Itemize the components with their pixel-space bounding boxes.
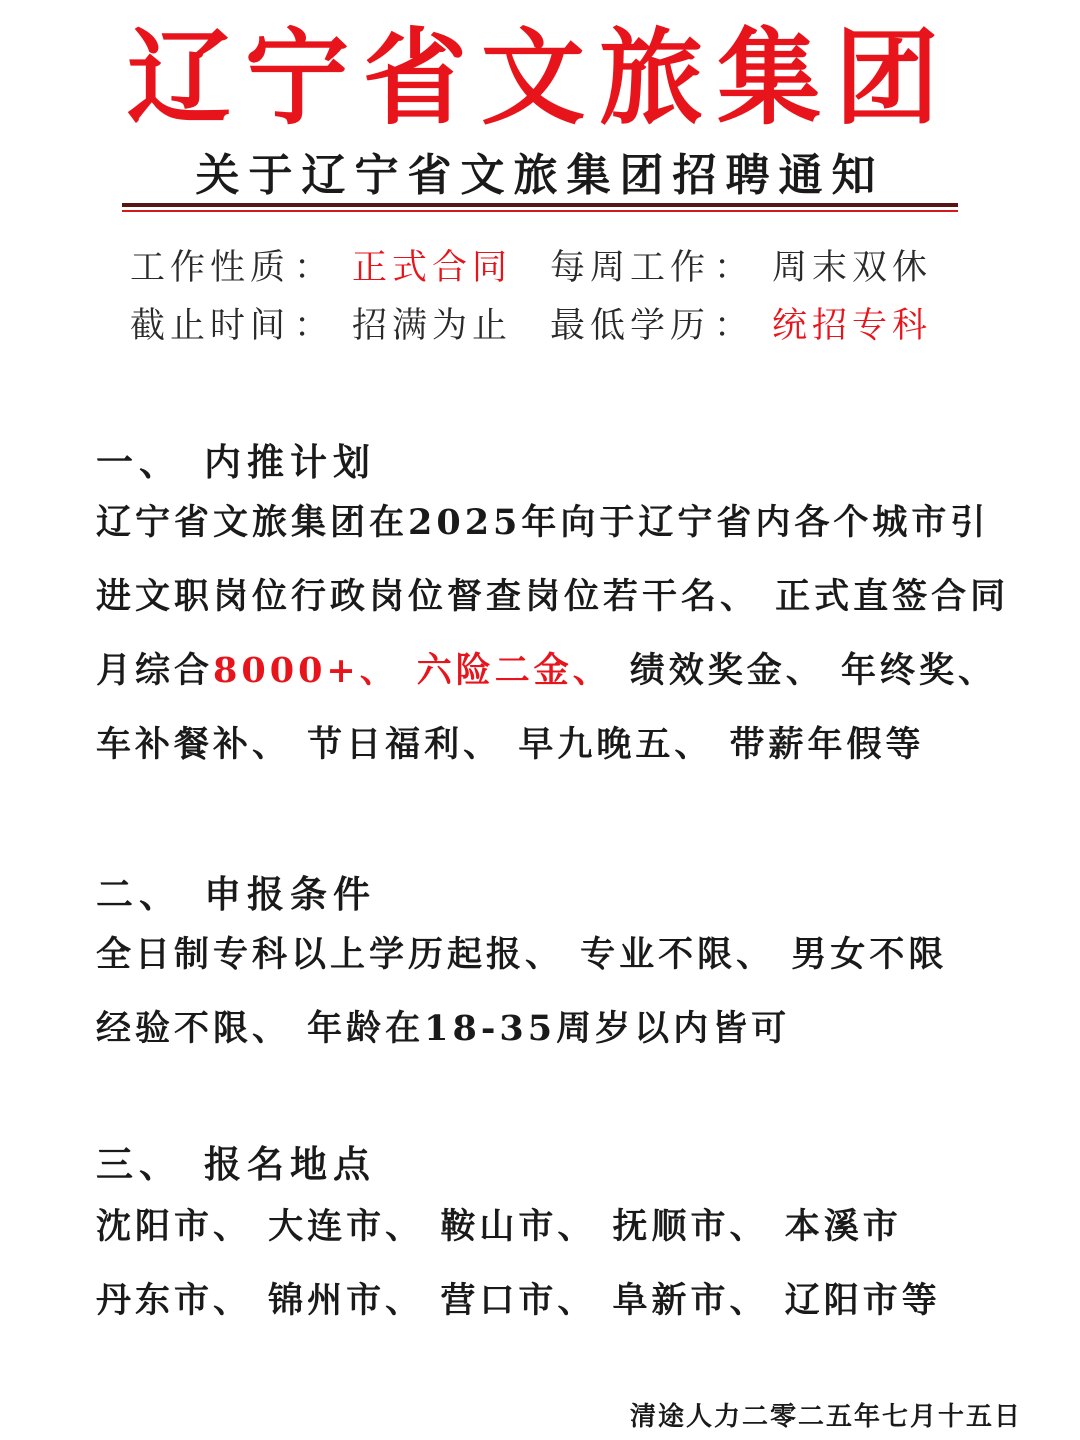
brand-title: 辽宁省文旅集团 [126, 16, 953, 139]
weekly-work-value: 周末双休 [772, 248, 933, 288]
insurance-benefit: 六险二金、 [416, 650, 612, 691]
title-divider-dark [122, 203, 958, 207]
section-number: 三、 [96, 1142, 182, 1186]
section-body-referral [96, 486, 1036, 782]
paragraph-line: 进文职岗位行政岗位督查岗位若干名、 正式直签合同 [96, 576, 1010, 617]
info-colon: ： [714, 306, 755, 346]
section-heading-referral [96, 432, 376, 486]
info-deadline [130, 298, 550, 348]
info-colon: ： [714, 248, 755, 288]
paragraph-line: 沈阳市、 大连市、 鞍山市、 抚顺市、 本溪市 [96, 1206, 902, 1247]
paragraph-line: 经验不限、 年龄在18-35周岁以内皆可 [96, 1008, 791, 1049]
info-colon: ： [294, 248, 335, 288]
section-heading-requirements [96, 864, 376, 918]
section-body-locations [96, 1190, 1036, 1338]
salary-amount: 8000+、 [213, 650, 399, 691]
paragraph-line-benefits [96, 634, 1036, 708]
section-title: 内推计划 [204, 440, 376, 484]
info-weekly-work [550, 240, 970, 290]
footer-date: 清途人力二零二五年七月十五日 [629, 1402, 1022, 1432]
info-work-nature [130, 240, 550, 290]
salary-prefix: 月综合 [96, 650, 214, 691]
section-title: 报名地点 [204, 1142, 376, 1186]
title-divider-red [122, 210, 958, 212]
section-heading-locations [96, 1134, 376, 1188]
paragraph-line: 丹东市、 锦州市、 营口市、 阜新市、 辽阳市等 [96, 1280, 941, 1321]
info-education [550, 298, 970, 348]
info-row-1 [130, 236, 970, 294]
deadline-label: 截止时间 [130, 306, 291, 346]
education-label: 最低学历 [550, 306, 711, 346]
info-row-2 [130, 294, 970, 352]
education-value: 统招专科 [772, 306, 933, 346]
work-nature-label: 工作性质 [130, 248, 291, 288]
job-info-grid [130, 236, 970, 352]
weekly-work-label: 每周工作 [550, 248, 711, 288]
paragraph-line: 辽宁省文旅集团在2025年向于辽宁省内各个城市引 [96, 502, 990, 543]
other-benefits: 绩效奖金、 年终奖、 [629, 650, 997, 691]
section-title: 申报条件 [204, 872, 376, 916]
info-colon: ： [294, 306, 335, 346]
paragraph-line: 全日制专科以上学历起报、 专业不限、 男女不限 [96, 934, 948, 975]
notice-title: 关于辽宁省文旅集团招聘通知 [195, 150, 885, 201]
work-nature-value: 正式合同 [352, 248, 513, 288]
section-number: 一、 [96, 440, 182, 484]
section-body-requirements [96, 918, 1036, 1066]
section-number: 二、 [96, 872, 182, 916]
deadline-value: 招满为止 [352, 306, 513, 346]
paragraph-line: 车补餐补、 节日福利、 早九晚五、 带薪年假等 [96, 724, 925, 765]
